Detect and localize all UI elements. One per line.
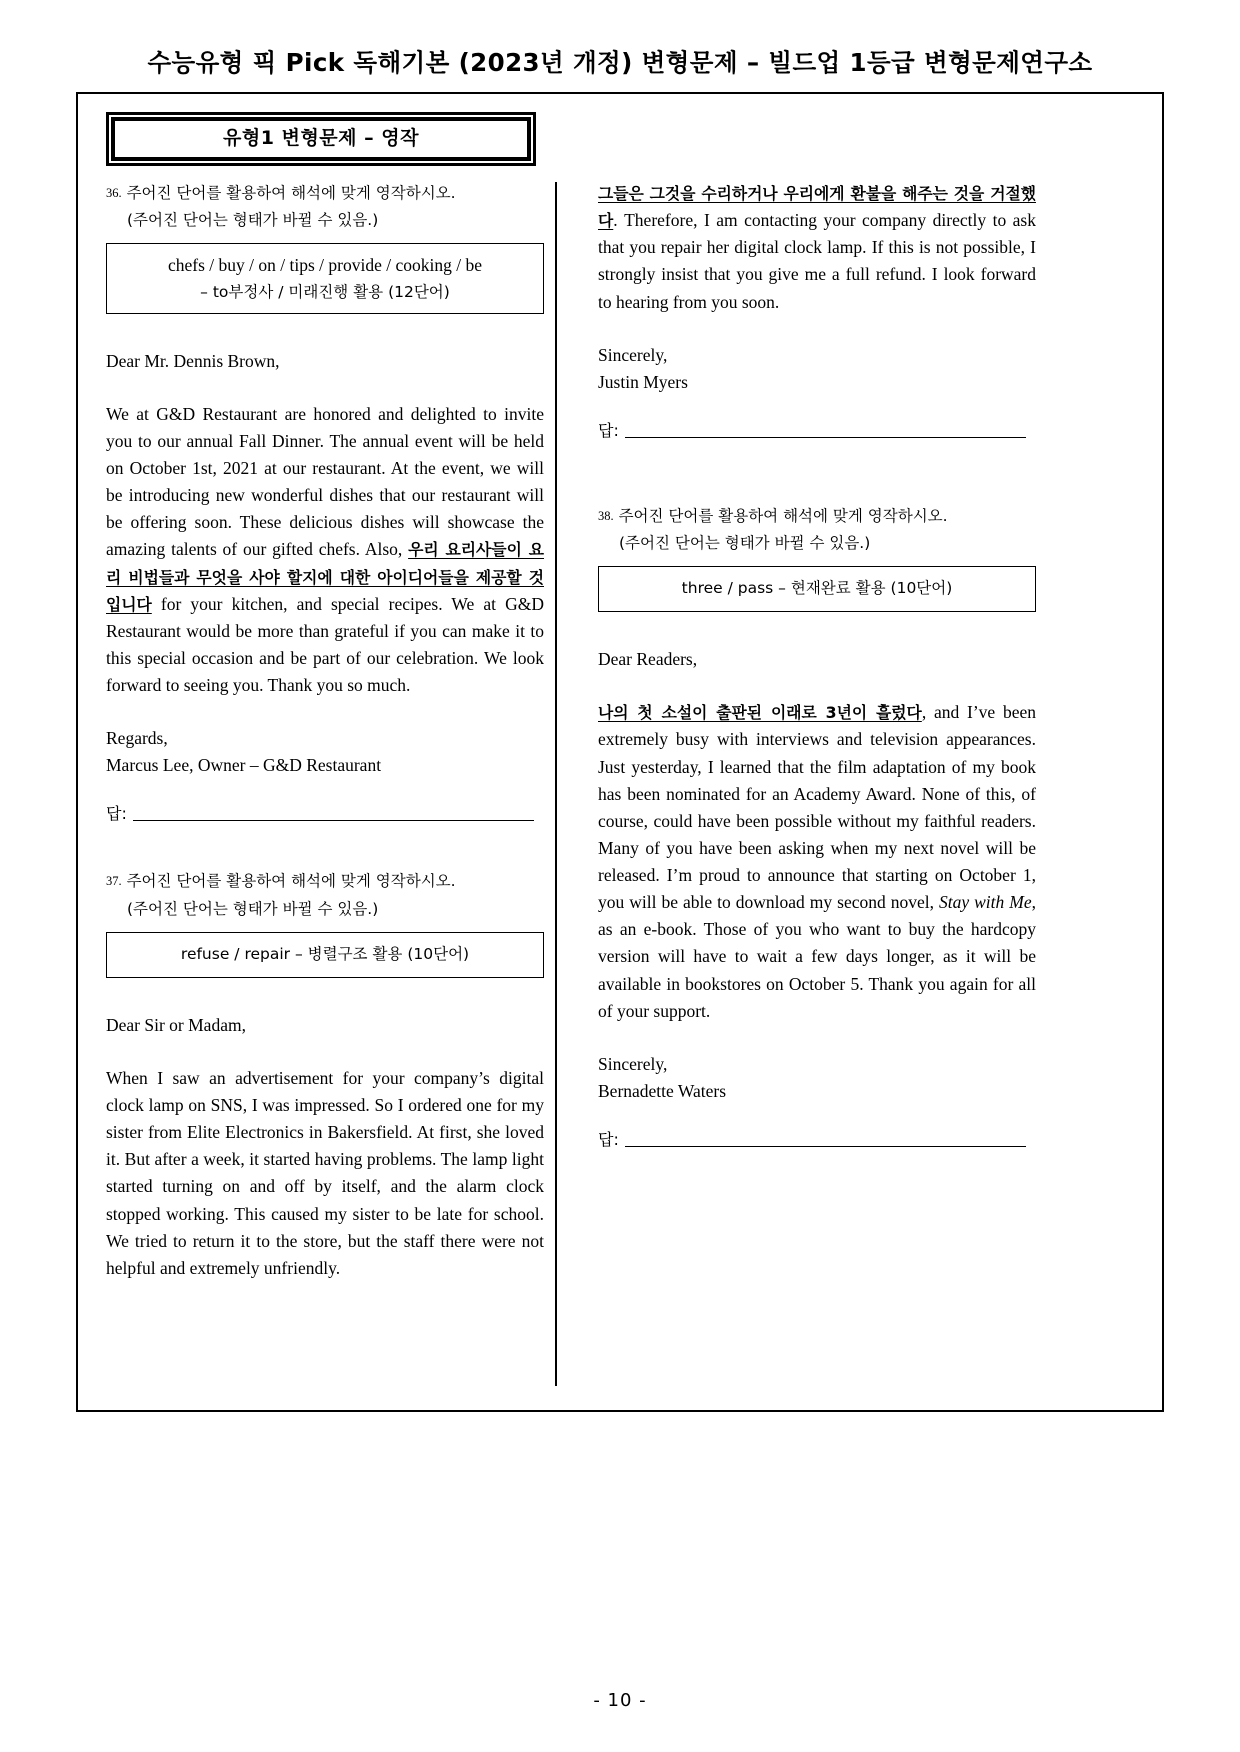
question-38-signoff-line2: Bernadette Waters (598, 1080, 727, 1101)
question-38-word-box-line1: three / pass – 현재완료 활용 (10단어) (681, 579, 953, 598)
question-36-signoff-line2: Marcus Lee, Owner – G&D Restaurant (106, 755, 382, 776)
question-38 (598, 503, 1036, 1150)
question-36-note: (주어진 단어는 형태가 바뀔 수 있음.) (127, 211, 379, 230)
question-37-heading (106, 868, 544, 895)
question-36-word-box-line2: – to부정사 / 미래진행 활용 (12단어) (200, 282, 450, 301)
spacer (106, 699, 544, 725)
question-36-word-box-line1: chefs / buy / on / tips / provide / cooking / be (168, 255, 482, 276)
spacer (598, 441, 1036, 485)
question-38-korean-prompt: 나의 첫 소설이 출판된 이래로 3년이 흘렀다 (598, 703, 922, 723)
question-36 (106, 180, 544, 824)
spacer (598, 1025, 1036, 1051)
spacer (598, 673, 1036, 699)
question-37-body (106, 1065, 544, 1282)
question-36-salutation: Dear Mr. Dennis Brown, (106, 350, 280, 371)
spacer (598, 485, 1036, 503)
question-38-body-part2b: , as an e-book. Those of you who want to buy the hardcopy version will have to wait a few days longer, as it will be available in bookstores on October 5. Thank you again for all of your support. (598, 892, 1036, 1021)
question-37-note: (주어진 단어는 형태가 바뀔 수 있음.) (127, 899, 379, 918)
question-38-book-title: Stay with Me (939, 892, 1032, 913)
question-37-word-box (106, 932, 544, 978)
spacer (598, 316, 1036, 342)
question-36-signoff (106, 725, 544, 779)
question-36-body (106, 401, 544, 699)
question-36-heading (106, 180, 544, 207)
spacer (106, 1039, 544, 1065)
banner-label: 유형1 변형문제 – 영작 (114, 120, 528, 158)
spacer (106, 824, 544, 868)
question-37-signoff (598, 342, 1036, 396)
question-37-body-part1: When I saw an advertisement for your company’s digital clock lamp on SNS, I was impressed. So I ordered one for my sister from Elite Electronics in Bakersfield. At first, she loved it. But after a week, it started having problems. The lamp light started turning on and off by itself, and the alarm clock stopped working. This caused my sister to be late for school. We tried to return it to the store, but the staff there were not helpful and extremely unfriendly. (106, 1067, 544, 1278)
question-37-salutation: Dear Sir or Madam, (106, 1014, 246, 1035)
left-column (106, 180, 544, 1282)
question-37-answer-label: 답: (598, 420, 619, 440)
page-title: 수능유형 픽 Pick 독해기본 (2023년 개정) 변형문제 – 빌드업 1등급 변형문제연구소 (147, 48, 1093, 77)
question-38-note: (주어진 단어는 형태가 바뀔 수 있음.) (619, 534, 871, 552)
question-38-word-box (598, 566, 1036, 612)
question-36-word-box (106, 243, 544, 313)
question-38-signoff-line1: Sincerely, (598, 1053, 668, 1074)
question-38-body (598, 699, 1036, 1025)
question-38-salutation: Dear Readers, (598, 649, 698, 670)
spacer (106, 978, 544, 1012)
page-number: - 10 - (593, 1690, 647, 1711)
spacer (598, 612, 1036, 646)
question-38-body-part2a: , and I’ve been extremely busy with interviews and television appearances. Just yesterday, I learned that the film adaptation of my book has been nominated for an Academy Award. None of this, of course, could have been possible without my faithful readers. Many of you have been asking when my next novel will be released. I’m proud to announce that starting on October 1, you will be able to download my second novel, (598, 702, 1036, 913)
question-37-signoff-line2: Justin Myers (598, 371, 688, 392)
question-36-answer-line[interactable] (133, 803, 534, 821)
column-divider (555, 182, 557, 1386)
question-38-answer-label: 답: (598, 1130, 619, 1150)
question-38-signoff (598, 1051, 1036, 1105)
question-37-answer-row[interactable] (598, 418, 1036, 441)
question-36-number: 36. (106, 186, 122, 200)
question-38-instruction: 주어진 단어를 활용하여 해석에 맞게 영작하시오. (618, 506, 948, 525)
content-frame (76, 92, 1164, 1412)
question-36-answer-row[interactable] (106, 801, 544, 824)
question-36-body-part1: We at G&D Restaurant are honored and delighted to invite you to our annual Fall Dinner. The annual event will be held on October 1st, 2021 at our restaurant. At the event, we will be introducing new wonderful dishes that our restaurant will be offering soon. These delicious dishes will showcase the amazing talents of our gifted chefs. Also, (106, 403, 544, 560)
question-37-answer-line[interactable] (625, 420, 1026, 438)
question-37-korean-prompt: 그들은 그것을 수리하거나 우리에게 환불을 해주는 것을 거절했다 (598, 184, 1036, 231)
question-38-heading (598, 503, 1036, 530)
question-36-instruction: 주어진 단어를 활용하여 해석에 맞게 영작하시오. (126, 184, 456, 202)
question-37-instruction: 주어진 단어를 활용하여 해석에 맞게 영작하시오. (126, 872, 456, 891)
question-37-number: 37. (106, 874, 122, 889)
section-banner (106, 112, 536, 166)
question-37-body-continued (598, 180, 1036, 316)
banner-middle-border (111, 117, 531, 161)
question-38-answer-row[interactable] (598, 1127, 1036, 1150)
question-38-answer-line[interactable] (625, 1129, 1026, 1147)
spacer (106, 375, 544, 401)
question-36-signoff-line1: Regards, (106, 728, 168, 749)
question-37-continuation (598, 180, 1036, 441)
question-37 (106, 868, 544, 1281)
banner-outer-border (106, 112, 536, 166)
right-column (598, 180, 1036, 1150)
question-36-korean-prompt: 우리 요리사들이 요리 비법들과 무엇을 사야 할지에 대한 아이디어들을 제공할 것입니다 (106, 540, 545, 614)
question-37-word-box-line1: refuse / repair – 병렬구조 활용 (10단어) (180, 944, 470, 963)
question-37-body-part2: . Therefore, I am contacting your company directly to ask that you repair her digital clock lamp. If this is not possible, I strongly insist that you give me a full refund. I look forward to hearing from you soon. (598, 210, 1036, 312)
question-36-body-part2: for your kitchen, and special recipes. We at G&D Restaurant would be more than grateful if you can make it to this special occasion and be part of our celebration. We look forward to seeing you. Thank you so much. (106, 593, 544, 696)
question-38-number: 38. (598, 508, 614, 523)
spacer (106, 314, 544, 348)
question-37-signoff-line1: Sincerely, (598, 344, 668, 365)
question-36-answer-label: 답: (106, 804, 127, 824)
